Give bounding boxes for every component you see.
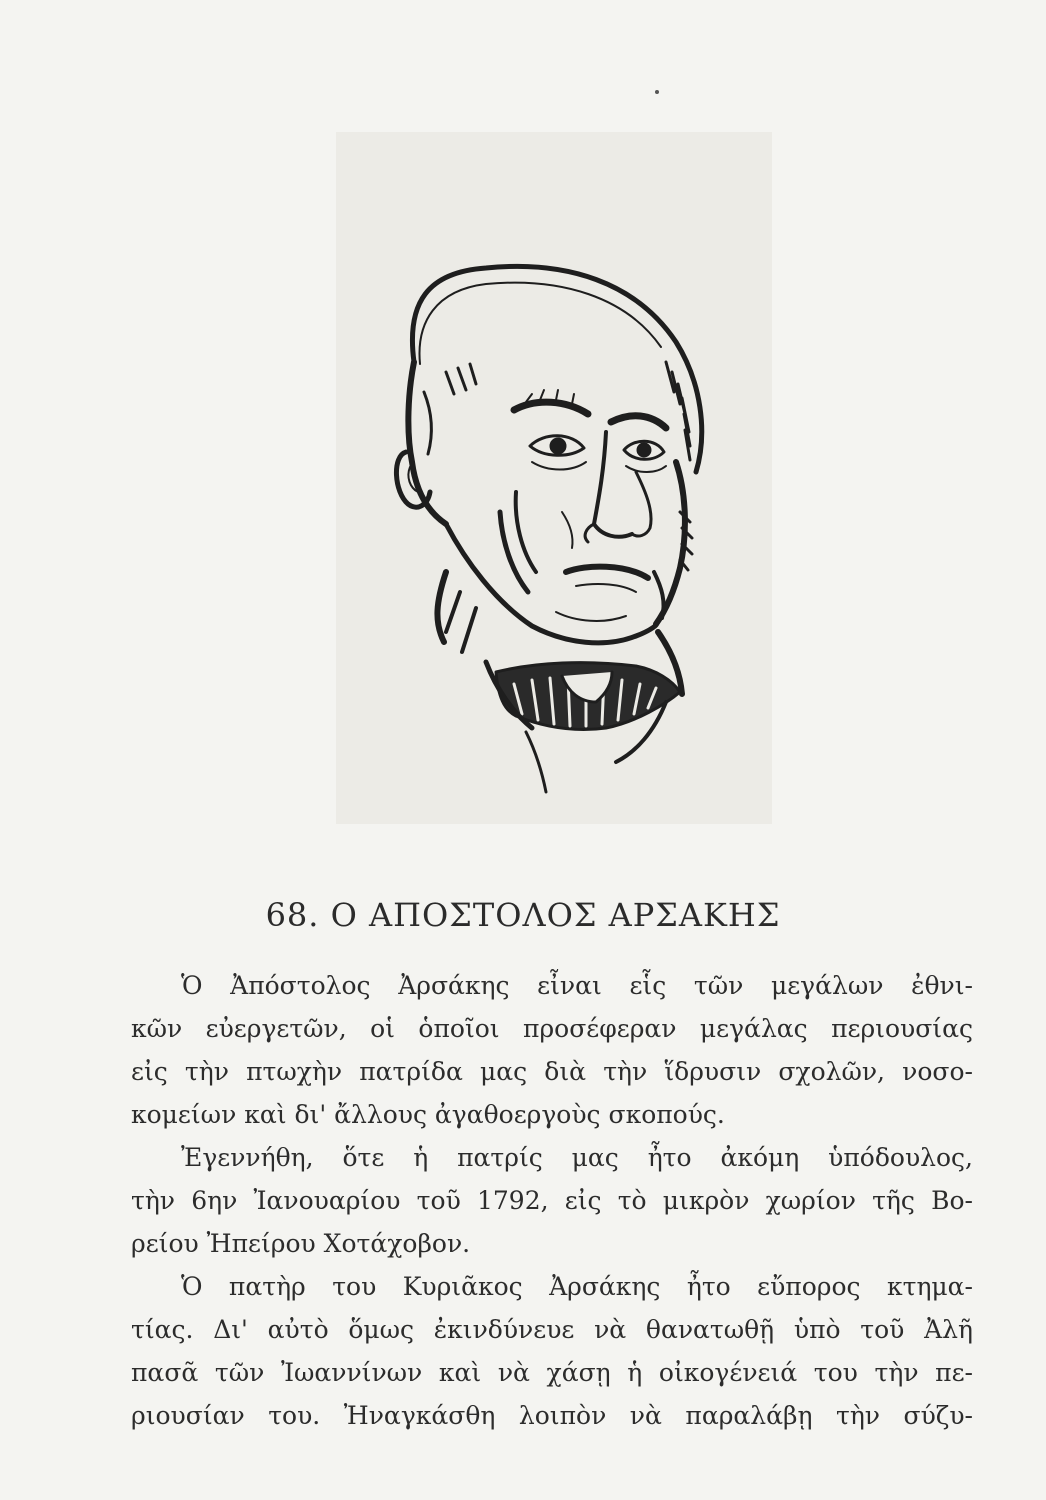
paragraph-1-line-4: κομείων καὶ δι' ἄλλους ἀγαθοεργοὺς σκοπούς. bbox=[131, 1100, 725, 1129]
page-dot bbox=[655, 90, 659, 94]
portrait-illustration bbox=[336, 132, 772, 824]
portrait-drawing bbox=[336, 132, 772, 824]
paragraph-3-line-3: πασᾶ τῶν Ἰωαννίνων καὶ νὰ χάσῃ ἡ οἰκογένειά του τὴν πε- bbox=[131, 1358, 973, 1387]
paragraph-2-line-3: ρείου Ἠπείρου Χοτάχοβον. bbox=[131, 1229, 471, 1258]
paragraph-1-line-1: Ὁ Ἀπόστολος Ἀρσάκης εἶναι εἷς τῶν μεγάλων ἐθνι- bbox=[181, 971, 973, 1000]
paragraph-3-line-4: ριουσίαν του. Ἠναγκάσθη λοιπὸν νὰ παραλάβῃ τὴν σύζυ- bbox=[131, 1401, 973, 1430]
paragraph-1-line-2: κῶν εὐεργετῶν, οἱ ὁποῖοι προσέφεραν μεγάλας περιουσίας bbox=[131, 1014, 973, 1043]
chapter-body bbox=[131, 964, 973, 1437]
chapter-title: 68. Ο ΑΠΟΣΤΟΛΟΣ ΑΡΣΑΚΗΣ bbox=[265, 896, 781, 934]
paragraph-3-line-1: Ὁ πατὴρ του Κυριᾶκος Ἀρσάκης ἦτο εὔπορος κτημα- bbox=[181, 1272, 973, 1301]
paragraph-2-line-1: Ἐγεννήθη, ὅτε ἡ πατρίς μας ἦτο ἀκόμη ὑπόδουλος, bbox=[181, 1143, 973, 1172]
paragraph-3-line-2: τίας. Δι' αὐτὸ ὅμως ἐκινδύνευε νὰ θανατωθῇ ὑπὸ τοῦ Ἀλῆ bbox=[131, 1315, 973, 1344]
paragraph-1-line-3: εἰς τὴν πτωχὴν πατρίδα μας διὰ τὴν ἵδρυσιν σχολῶν, νοσο- bbox=[131, 1057, 973, 1086]
paragraph-2-line-2: τὴν 6ην Ἰανουαρίου τοῦ 1792, εἰς τὸ μικρὸν χωρίον τῆς Βο- bbox=[131, 1186, 973, 1215]
